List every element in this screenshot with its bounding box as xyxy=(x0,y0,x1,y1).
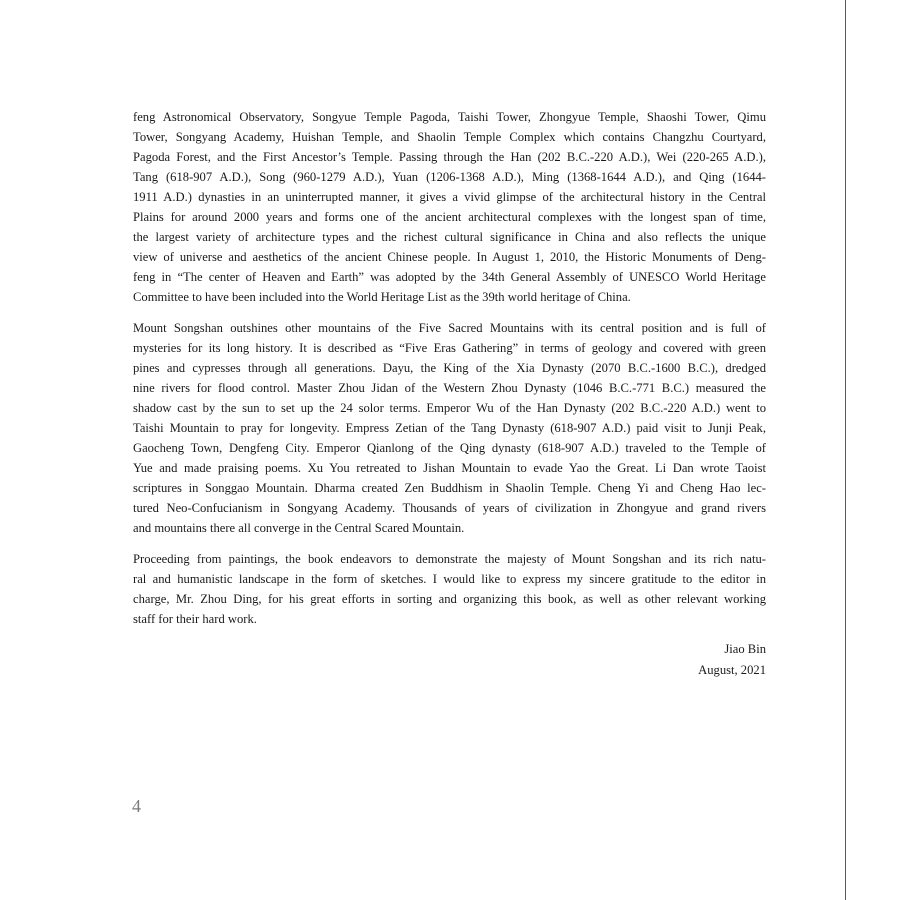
text-line: view of universe and aesthetics of the ancient Chinese people. In August 1, 2010, the Historic Monuments of Deng- xyxy=(133,250,766,264)
text-line: shadow cast by the sun to set up the 24 solor terms. Emperor Wu of the Han Dynasty (202 B.C.-220 A.D.) went to xyxy=(133,401,766,415)
text-line: and mountains there all converge in the Central Scared Mountain. xyxy=(133,521,465,535)
text-line: staff for their hard work. xyxy=(133,612,257,626)
text-line: scriptures in Songgao Mountain. Dharma created Zen Buddhism in Shaolin Temple. Cheng Yi and Cheng Hao lec- xyxy=(133,481,766,495)
paragraph-2 xyxy=(133,318,766,538)
text-line: feng Astronomical Observatory, Songyue Temple Pagoda, Taishi Tower, Zhongyue Temple, Shaoshi Tower, Qimu xyxy=(133,110,766,124)
text-line: nine rivers for flood control. Master Zhou Jidan of the Western Zhou Dynasty (1046 B.C.-771 B.C.) measured the xyxy=(133,381,766,395)
text-line: charge, Mr. Zhou Ding, for his great efforts in sorting and organizing this book, as well as other relevant working xyxy=(133,592,766,606)
text-line: Gaocheng Town, Dengfeng City. Emperor Qianlong of the Qing dynasty (618-907 A.D.) traveled to the Temple of xyxy=(133,441,766,455)
text-line: tured Neo-Confucianism in Songyang Academy. Thousands of years of civilization in Zhongyue and grand rivers xyxy=(133,501,766,515)
signature-date: August, 2021 xyxy=(698,663,766,677)
signature-block xyxy=(133,639,766,681)
paragraph-3 xyxy=(133,549,766,629)
text-line: ral and humanistic landscape in the form of sketches. I would like to express my sincere gratitude to the editor in xyxy=(133,572,766,586)
author-name: Jiao Bin xyxy=(724,642,766,656)
paragraph-1 xyxy=(133,107,766,307)
text-line: Taishi Mountain to pray for longevity. Empress Zetian of the Tang Dynasty (618-907 A.D.) paid visit to Junji Peak, xyxy=(133,421,766,435)
text-line: Proceeding from paintings, the book endeavors to demonstrate the majesty of Mount Songshan and its rich natu- xyxy=(133,552,766,566)
text-line: feng in “The center of Heaven and Earth” was adopted by the 34th General Assembly of UNESCO World Heritage xyxy=(133,270,766,284)
text-line: Mount Songshan outshines other mountains of the Five Sacred Mountains with its central position and is full of xyxy=(133,321,766,335)
text-line: Plains for around 2000 years and forms one of the ancient architectural complexes with the longest span of time, xyxy=(133,210,766,224)
text-line: Tang (618-907 A.D.), Song (960-1279 A.D.), Yuan (1206-1368 A.D.), Ming (1368-1644 A.D.), and Qing (1644- xyxy=(133,170,766,184)
text-line: pines and cypresses through all generations. Dayu, the King of the Xia Dynasty (2070 B.C.-1600 B.C.), dredged xyxy=(133,361,766,375)
text-line: the largest variety of architecture types and the richest cultural significance in China and also reflects the unique xyxy=(133,230,766,244)
text-line: Yue and made praising poems. Xu You retreated to Jishan Mountain to evade Yao the Great. Li Dan wrote Taoist xyxy=(133,461,766,475)
text-line: Pagoda Forest, and the First Ancestor’s Temple. Passing through the Han (202 B.C.-220 A.D.), Wei (220-265 A.D.), xyxy=(133,150,766,164)
text-line: Committee to have been included into the World Heritage List as the 39th world heritage of China. xyxy=(133,290,631,304)
page-edge-divider xyxy=(845,0,846,900)
text-line: 1911 A.D.) dynasties in an uninterrupted manner, it gives a vivid glimpse of the architectural history in the Central xyxy=(133,190,766,204)
text-line: Tower, Songyang Academy, Huishan Temple, and Shaolin Temple Complex which contains Changzhu Courtyard, xyxy=(133,130,766,144)
page-number: 4 xyxy=(132,796,141,816)
text-line: mysteries for its long history. It is described as “Five Eras Gathering” in terms of geology and covered with green xyxy=(133,341,766,355)
page-body xyxy=(133,107,766,681)
